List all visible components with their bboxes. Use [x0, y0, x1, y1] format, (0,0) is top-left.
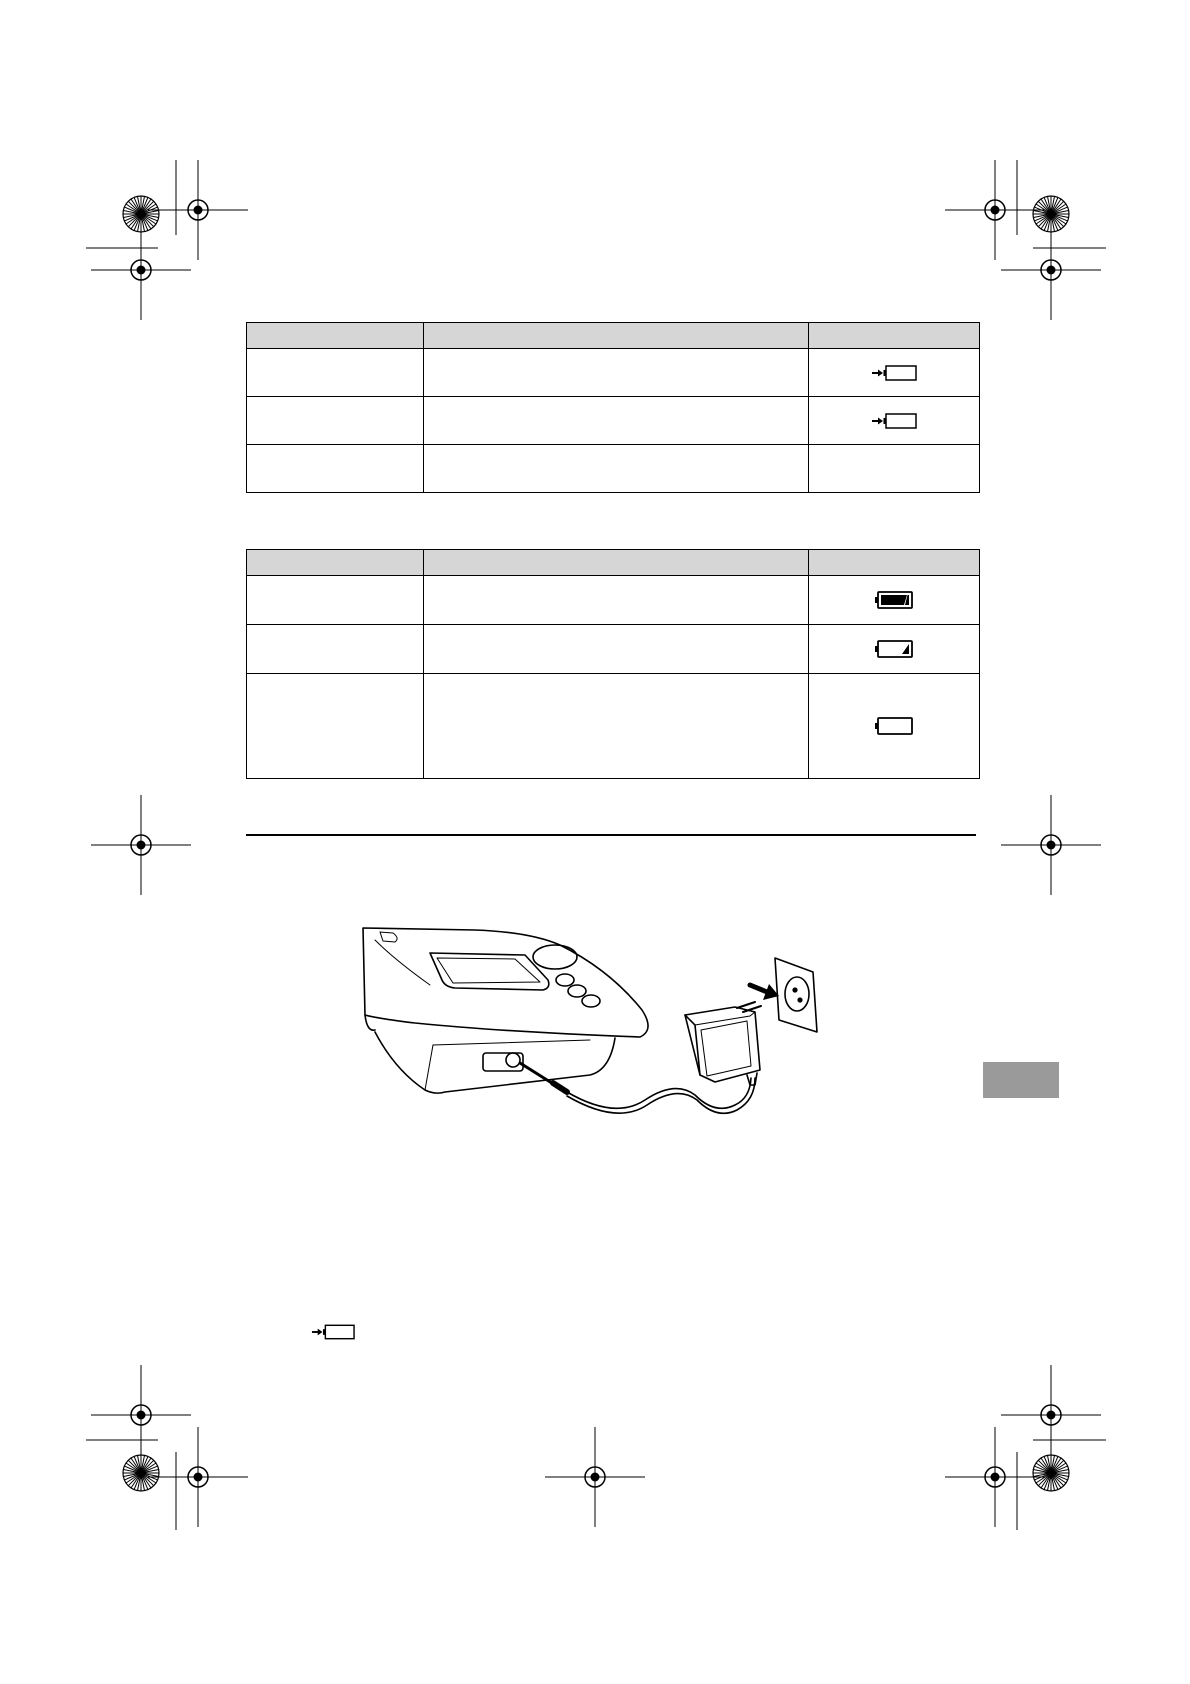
table-cell — [424, 397, 809, 445]
table-cell — [247, 397, 424, 445]
table-row — [247, 445, 980, 493]
table-row — [247, 349, 980, 397]
device-base — [375, 1032, 615, 1093]
table-cell-symbol — [809, 674, 980, 779]
table-cell — [424, 625, 809, 674]
device-socket — [483, 1053, 523, 1071]
header-cell — [424, 323, 809, 349]
plug-battery-icon — [871, 412, 917, 430]
battery-low-icon — [874, 639, 914, 659]
table-cell-symbol — [809, 349, 980, 397]
table-battery-level — [246, 549, 980, 779]
device-adapter-illustration — [355, 920, 855, 1150]
table-cell — [247, 674, 424, 779]
table-row — [247, 625, 980, 674]
header-cell — [809, 323, 980, 349]
battery-full-icon — [874, 590, 914, 610]
table-charging-status — [246, 322, 980, 493]
table-cell — [247, 349, 424, 397]
table-cell-symbol — [809, 397, 980, 445]
table-header-row — [247, 550, 980, 576]
table-cell — [247, 625, 424, 674]
wall-socket — [775, 958, 817, 1032]
header-cell — [247, 550, 424, 576]
table-row — [247, 397, 980, 445]
battery-empty-icon — [874, 716, 914, 736]
table-cell-symbol — [809, 576, 980, 625]
header-cell — [809, 550, 980, 576]
plug-battery-icon — [871, 364, 917, 382]
device-button — [533, 945, 577, 969]
table-cell — [809, 445, 980, 493]
adapter-cable — [567, 1078, 751, 1108]
table-header-row — [247, 323, 980, 349]
plug-battery-icon — [311, 1323, 355, 1341]
table-cell — [424, 445, 809, 493]
table-cell — [247, 445, 424, 493]
table-cell — [247, 576, 424, 625]
table-cell — [424, 576, 809, 625]
section-tab-marker — [983, 1062, 1059, 1098]
section-rule — [246, 834, 976, 836]
table-cell — [424, 349, 809, 397]
table-row — [247, 576, 980, 625]
table-cell-symbol — [809, 625, 980, 674]
header-cell — [247, 323, 424, 349]
table-cell — [424, 674, 809, 779]
table-row — [247, 674, 980, 779]
header-cell — [424, 550, 809, 576]
